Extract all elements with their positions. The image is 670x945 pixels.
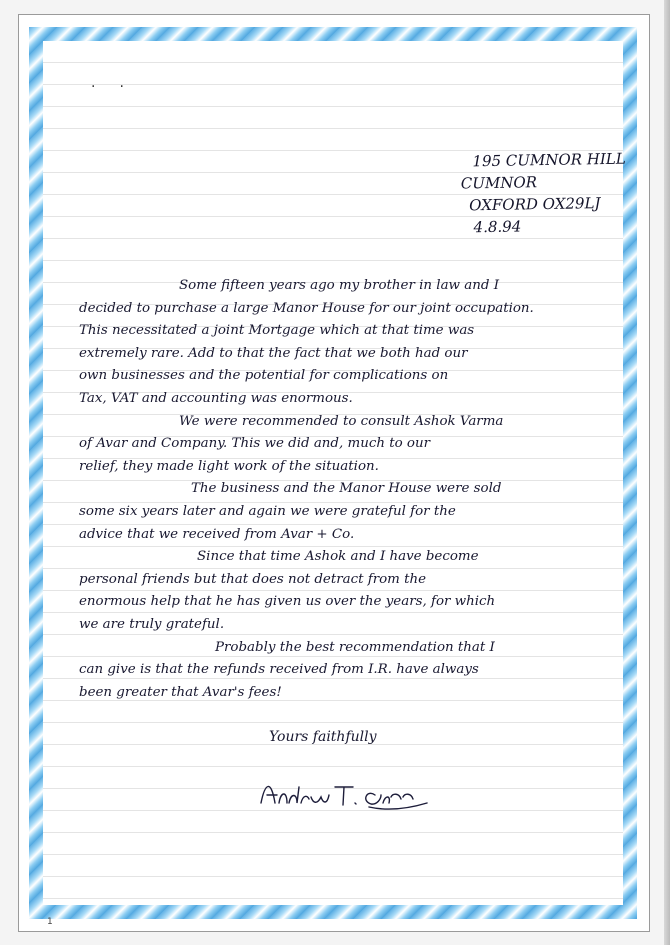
letter-body <box>79 275 621 704</box>
body-line: This necessitated a joint Mortgage which at that time was <box>79 323 475 339</box>
letter-date: 4.8.94 <box>473 217 522 237</box>
lined-letter-paper <box>43 41 626 927</box>
body-line: relief, they made light work of the situation. <box>79 458 379 474</box>
body-line: of Avar and Company. This we did and, much to our <box>79 436 430 452</box>
sender-address <box>460 148 626 239</box>
closing-salutation: Yours faithfully <box>269 729 377 745</box>
address-city-postcode: OXFORD OX29LJ <box>469 194 601 215</box>
body-line: some six years later and again we were grateful for the <box>79 503 456 519</box>
body-line: Since that time Ashok and I have become <box>197 549 479 565</box>
body-line: decided to purchase a large Manor House for our joint occupation. <box>79 300 534 316</box>
address-village: CUMNOR <box>460 173 538 193</box>
body-line: advice that we received from Avar + Co. <box>79 526 355 542</box>
body-line: Some fifteen years ago my brother in law and I <box>179 278 500 293</box>
body-line: Probably the best recommendation that I <box>215 639 495 655</box>
body-line: enormous help that he has given us over the years, for which <box>79 594 496 610</box>
body-line: been greater that Avar's fees! <box>79 684 282 700</box>
scrollbar-track[interactable] <box>664 0 670 945</box>
body-line: own businesses and the potential for complications on <box>79 368 449 384</box>
body-line: extremely rare. Add to that the fact that we both had our <box>79 345 468 361</box>
body-line: Tax, VAT and accounting was enormous. <box>79 390 353 406</box>
margin-mark: 1 <box>47 917 53 927</box>
body-line: We were recommended to consult Ashok Varma <box>179 413 504 429</box>
handwritten-signature <box>257 773 437 813</box>
body-line: personal friends but that does not detract from the <box>79 571 427 587</box>
body-line: we are truly grateful. <box>79 616 225 632</box>
body-line: The business and the Manor House were sold <box>191 481 502 497</box>
address-street: 195 CUMNOR HILL <box>472 149 626 171</box>
body-line: can give is that the refunds received from I.R. have always <box>79 662 479 678</box>
document-page <box>18 14 650 932</box>
hole-punch-dots: ·· <box>91 79 148 95</box>
